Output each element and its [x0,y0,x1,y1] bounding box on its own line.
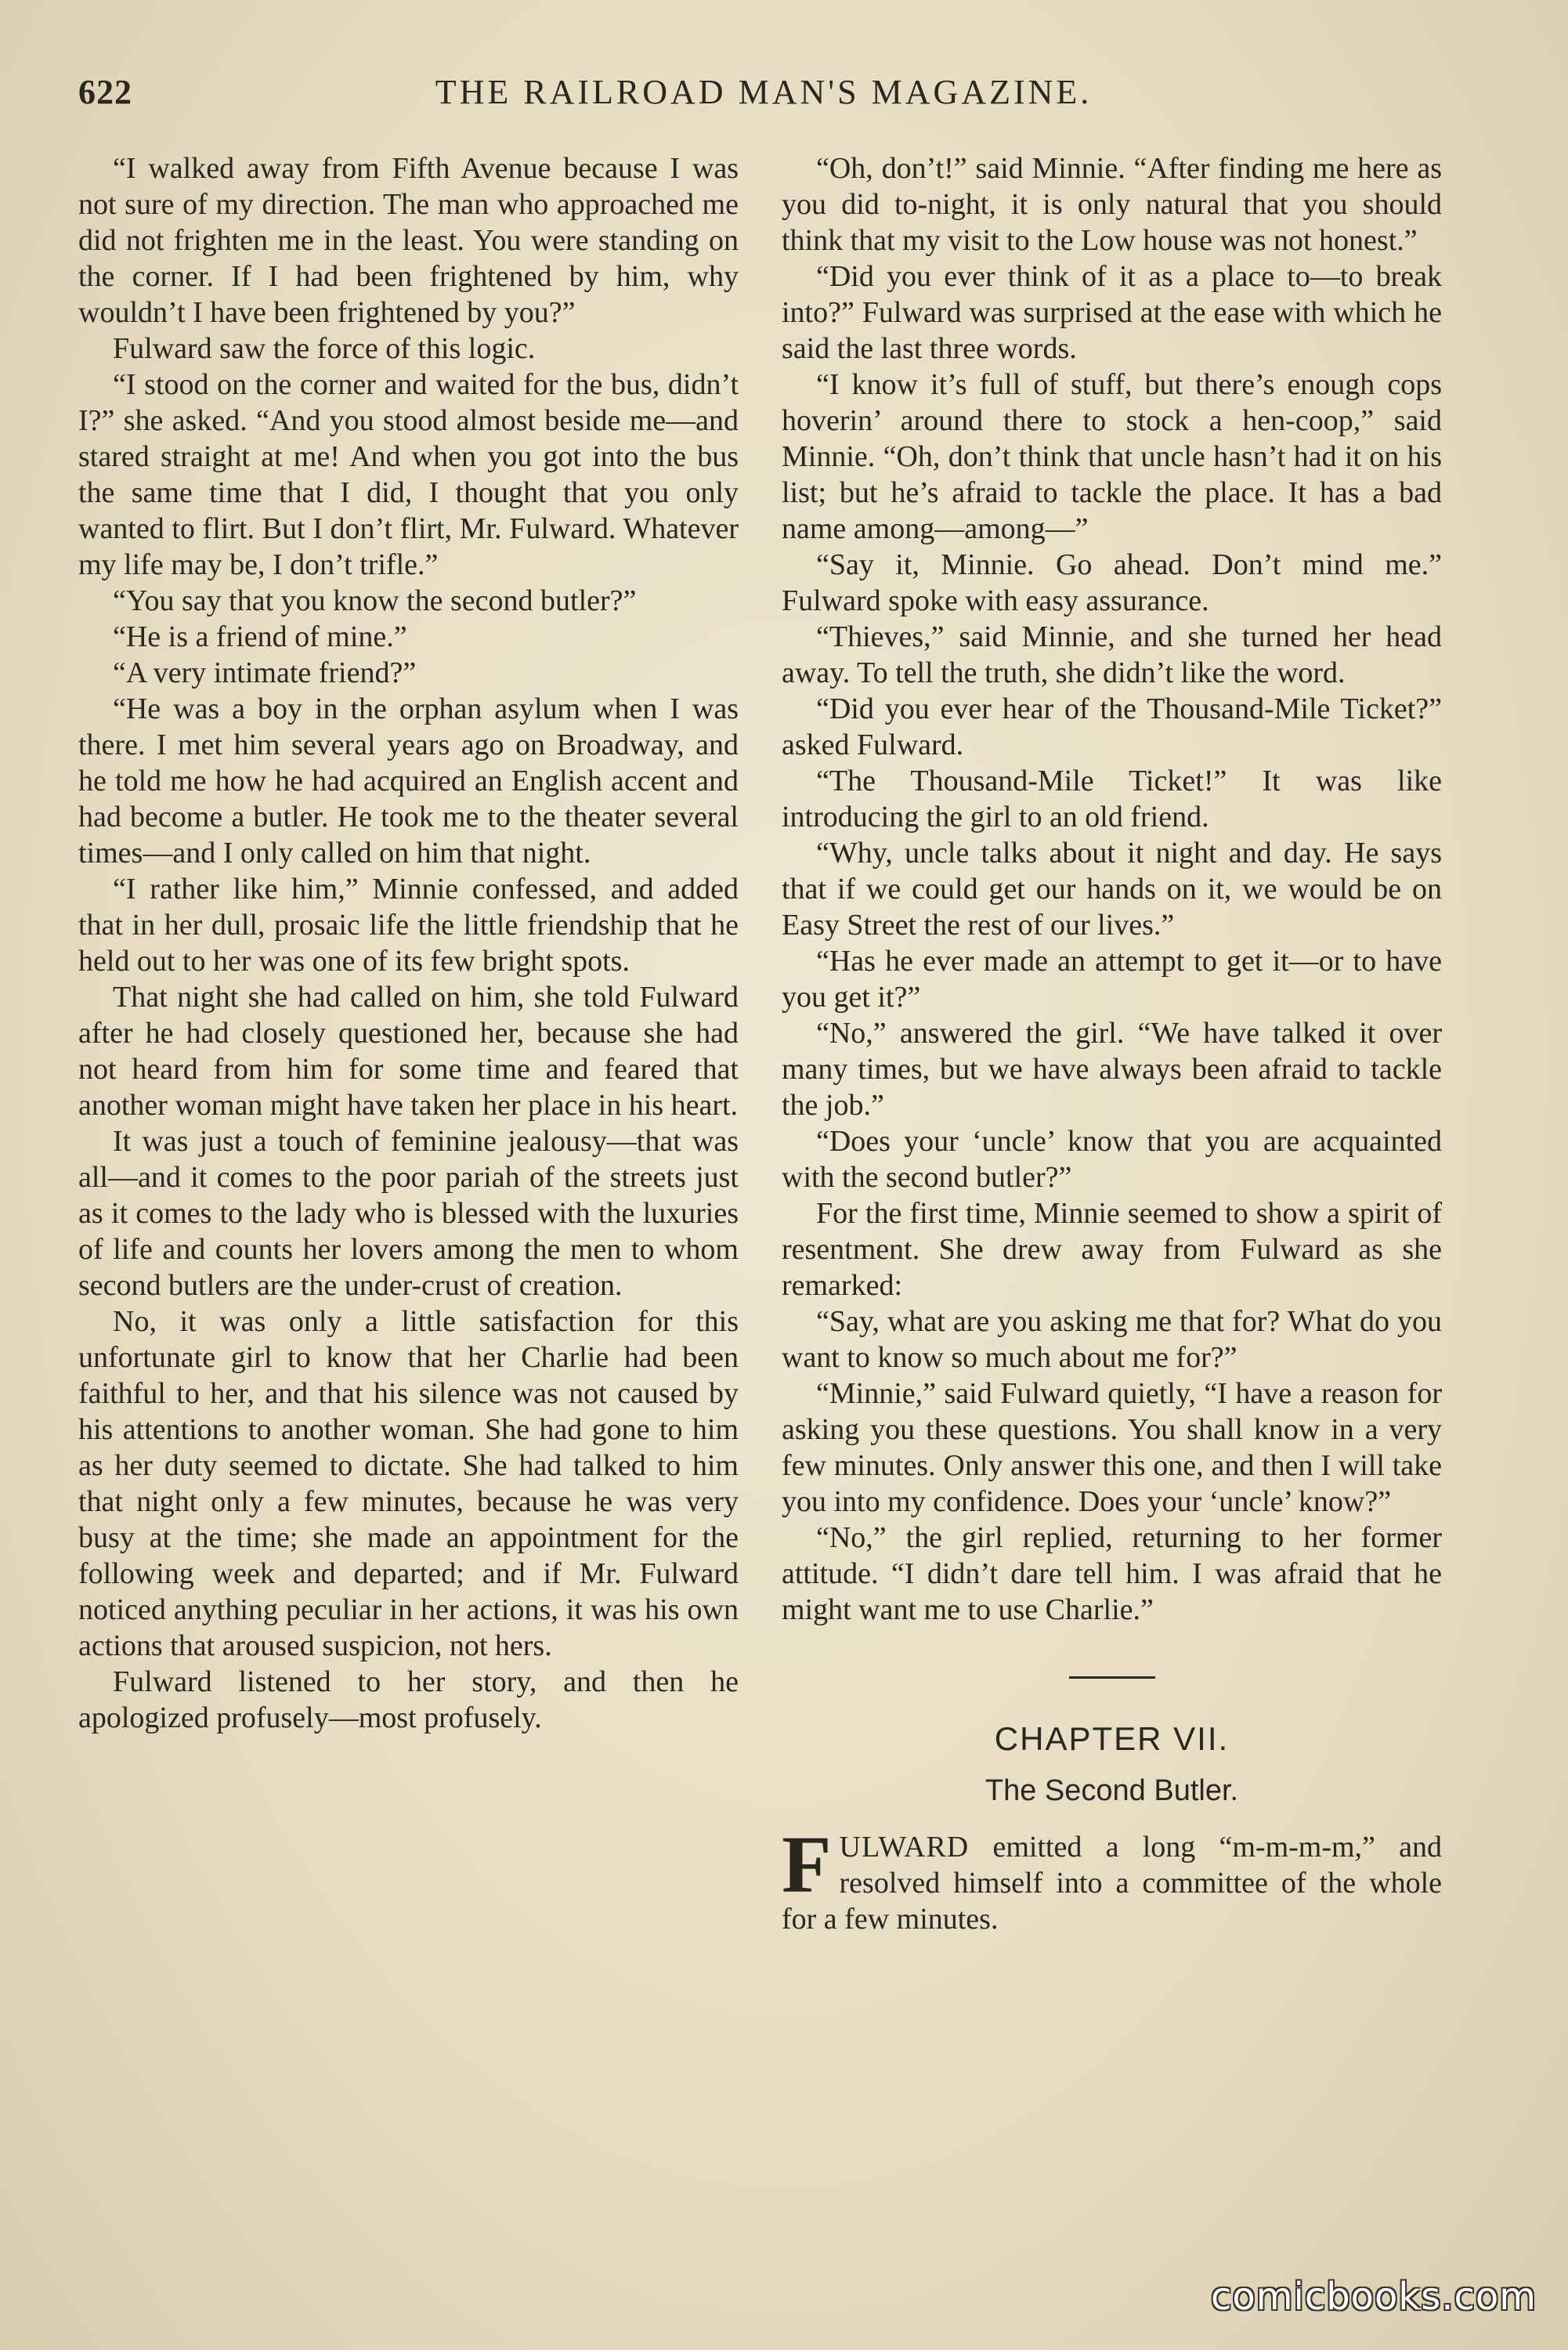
chapter-subtitle: The Second Butler. [985,1774,1239,1807]
page-number: 622 [78,73,132,111]
paragraph: “I know it’s full of stuff, but there’s enough cops hoverin’ around there to stock a hen-coop,” said Minnie. “Oh, don’t think that uncle hasn’t had it on his list; but he’s afraid to tackle the place. It has a bad name among—among—” [782,368,1442,545]
paragraph: “I rather like him,” Minnie confessed, and added that in her dull, prosaic life the little friendship that he held out to her was one of its few bright spots. [78,873,739,978]
paragraph: “Why, uncle talks about it night and day. He says that if we could get our hands on it, we would be on Easy Street the rest of our lives.” [782,837,1442,942]
opening-text: emitted a long “m-m-m-m,” and resolved himself into a committee of the whole for a few minutes. [782,1831,1442,1936]
paragraph: “He is a friend of mine.” [113,620,407,653]
paragraph: “Say, what are you asking me that for? What do you want to know so much about me for?” [782,1305,1442,1374]
paragraph: “The Thousand-Mile Ticket!” It was like introducing the girl to an old friend. [782,765,1442,833]
paragraph: “Has he ever made an attempt to get it—or to have you get it?” [782,945,1442,1014]
paragraph: “You say that you know the second butler?” [113,584,637,617]
paragraph: Fulward listened to her story, and then he apologized profusely—most profusely. [78,1665,739,1734]
paragraph: “I stood on the corner and waited for the bus, didn’t I?” she asked. “And you stood almost beside me—and stared straight at me! And when you got into the bus the same time that I did, I thought that you only wanted to flirt. But I don’t flirt, Mr. Fulward. Whatever my life may be, I don’t trifle.” [78,368,739,581]
watermark: comicbooks.com [1210,2275,1537,2319]
paragraph: “Oh, don’t!” said Minnie. “After finding me here as you did to-night, it is only natural that you should think that my visit to the Low house was not honest.” [782,152,1442,257]
paragraph: “Did you ever think of it as a place to—to break into?” Fulward was surprised at the ease with which he said the last three words. [782,260,1442,365]
left-column [78,150,739,1736]
paragraph: Fulward saw the force of this logic. [113,332,536,365]
running-title: THE RAILROAD MAN'S MAGAZINE. [435,73,1093,111]
paragraph: For the first time, Minnie seemed to show a spirit of resentment. She drew away from Fulward as she remarked: [782,1197,1442,1302]
paragraph: It was just a touch of feminine jealousy—that was all—and it comes to the poor pariah of the streets just as it comes to the lady who is blessed with the luxuries of life and counts her lovers among the men to whom second butlers are the under-crust of creation. [78,1125,739,1302]
chapter-heading: CHAPTER VII. [994,1720,1230,1757]
paragraph: “No,” answered the girl. “We have talked it over many times, but we have always been afraid to tackle the job.” [782,1017,1442,1122]
right-column-paragraphs [782,150,1442,1628]
paragraph: That night she had called on him, she told Fulward after he had closely questioned her, because she had not heard from him for some time and feared that another woman might have taken her place in his heart. [78,981,739,1122]
opening-small-caps: ULWARD [839,1831,970,1864]
paragraph: “He was a boy in the orphan asylum when I was there. I met him several years ago on Broadway, and he told me how he had acquired an English accent and had become a butler. He took me to the theater several times—and I only called on him that night. [78,692,739,870]
paragraph: “Thieves,” said Minnie, and she turned her head away. To tell the truth, she didn’t like the word. [782,620,1442,689]
section-divider [1069,1676,1155,1679]
paragraph: “Did you ever hear of the Thousand-Mile Ticket?” asked Fulward. [782,692,1442,761]
paragraph: “No,” the girl replied, returning to her former attitude. “I didn’t dare tell him. I was afraid that he might want me to use Charlie.” [782,1521,1442,1626]
paragraph: “Say it, Minnie. Go ahead. Don’t mind me.” Fulward spoke with easy assurance. [782,548,1442,617]
chapter-opening-paragraph [782,1820,1442,1937]
right-column [782,150,1442,1937]
paragraph: “I walked away from Fifth Avenue because I was not sure of my direction. The man who approached me did not frighten me in the least. You were standing on the corner. If I had been frightened by him, why wouldn’t I have been frightened by you?” [78,152,739,329]
paragraph: “A very intimate friend?” [113,656,417,689]
page-header [78,72,1449,119]
paragraph: “Does your ‘uncle’ know that you are acquainted with the second butler?” [782,1125,1442,1194]
drop-cap: F [782,1820,832,1910]
paragraph: “Minnie,” said Fulward quietly, “I have a reason for asking you these questions. You shall know in a very few minutes. Only answer this one, and then I will take you into my confidence. Does your ‘uncle’ know?” [782,1377,1442,1518]
paragraph: No, it was only a little satisfaction for this unfortunate girl to know that her Charlie had been faithful to her, and that his silence was not caused by his attentions to another woman. She had gone to him as her duty seemed to dictate. She had talked to him that night only a few minutes, because he was very busy at the time; she made an appointment for the following week and departed; and if Mr. Fulward noticed anything peculiar in her actions, it was his own actions that aroused suspicion, not hers. [78,1305,739,1662]
